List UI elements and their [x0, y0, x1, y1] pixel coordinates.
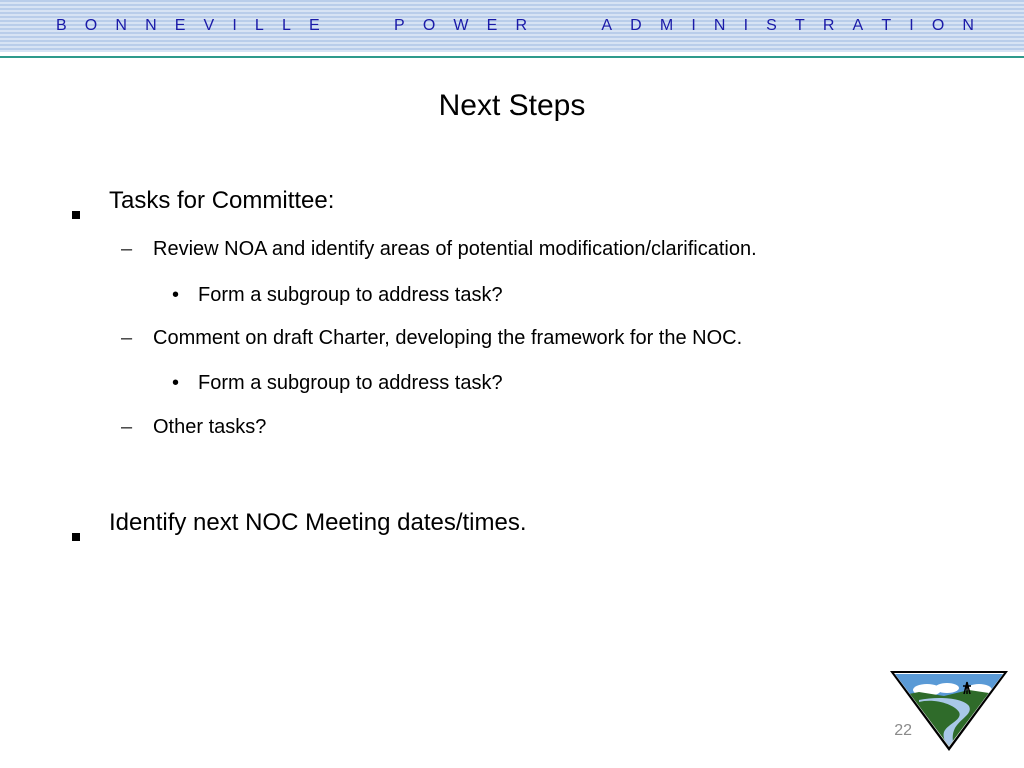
header-letter: A [852, 17, 864, 34]
sub-bullet-text: Comment on draft Charter, developing the framework for the NOC. [153, 327, 743, 349]
header-letter: E [486, 17, 498, 34]
header-letter: T [881, 17, 892, 34]
header-letter: M [659, 17, 674, 34]
sub-sub-bullet-item [172, 370, 503, 396]
header-letter: T [794, 17, 805, 34]
page-number: 22 [894, 722, 912, 739]
header-letter: I [743, 17, 749, 34]
header-letter: N [962, 17, 974, 34]
bullet-text: Tasks for Committee: [109, 187, 335, 214]
header-letter: B [56, 17, 67, 34]
header-word-gap [545, 14, 555, 38]
header-letter: O [84, 17, 98, 34]
header-letter: I [232, 17, 237, 34]
header-letter: I [691, 17, 696, 34]
sub-bullet-item [121, 414, 267, 440]
header-letter: D [630, 17, 642, 34]
header-letter: V [203, 17, 215, 34]
header-letter: O [931, 17, 945, 34]
header-word-gap [366, 14, 376, 38]
sub-bullet-text: Other tasks? [153, 416, 267, 438]
sub-sub-bullet-text: Form a subgroup to address task? [198, 372, 503, 394]
sub-bullet-item [121, 236, 757, 262]
bpa-triangle-logo-icon [889, 668, 1009, 752]
header-letter: L [254, 17, 264, 34]
header-word-gap [338, 14, 348, 38]
slide-title: Next Steps [438, 89, 586, 122]
header-letter: N [115, 17, 127, 34]
header-letter: L [281, 17, 291, 34]
square-bullet-icon [72, 519, 80, 549]
sub-sub-bullet-item [172, 282, 503, 308]
header-letter: A [601, 17, 613, 34]
bullet-text: Identify next NOC Meeting dates/times. [109, 509, 527, 536]
header-letter: N [713, 17, 726, 34]
dot-bullet-icon: • [172, 284, 180, 306]
sub-sub-bullet-text: Form a subgroup to address task? [198, 284, 503, 306]
header-letter: P [394, 17, 405, 34]
dash-bullet-icon: – [121, 238, 133, 260]
header-agency-name [0, 14, 1024, 38]
header-divider [0, 56, 1024, 58]
header-letter: E [308, 17, 320, 34]
header-letter: O [422, 17, 436, 34]
header-letter: E [174, 17, 186, 34]
sub-bullet-item [121, 325, 743, 351]
dash-bullet-icon: – [121, 416, 133, 438]
header-word-gap [573, 14, 583, 38]
square-bullet-icon [72, 197, 80, 227]
bullet-item [109, 186, 334, 216]
header-letter: R [515, 17, 527, 34]
header-letter: I [909, 17, 914, 34]
sub-bullet-text: Review NOA and identify areas of potential modification/clarification. [153, 238, 757, 260]
dash-bullet-icon: – [121, 327, 133, 349]
header-letter: N [145, 17, 157, 34]
header-letter: S [766, 17, 777, 34]
dot-bullet-icon: • [172, 372, 180, 394]
header-letter: W [453, 17, 469, 34]
bullet-item [109, 508, 527, 538]
header-letter: R [822, 17, 835, 34]
